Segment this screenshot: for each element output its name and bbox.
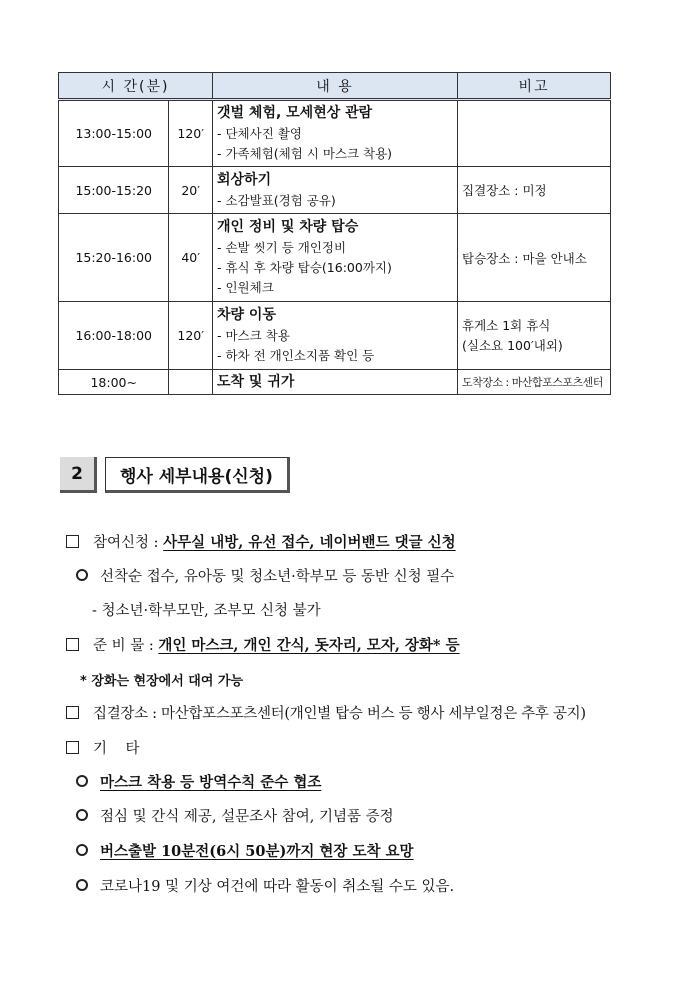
row-time: 16:00-18:00 <box>59 302 169 370</box>
circle-bullet-icon <box>76 809 88 821</box>
row-content <box>213 370 458 395</box>
row-time: 15:00-15:20 <box>59 167 169 214</box>
row-note: 탑승장소 : 마을 안내소 <box>458 214 611 302</box>
row-item: - 마스크 착용 <box>217 328 290 343</box>
detail-bullet <box>76 565 454 586</box>
detail-bullet <box>76 840 414 861</box>
detail-meeting <box>66 702 586 723</box>
detail-bullet <box>76 805 394 826</box>
circle-bullet-icon <box>76 569 88 581</box>
row-content <box>213 100 458 167</box>
table-header-row <box>59 73 611 100</box>
checkbox-square-icon <box>66 706 79 719</box>
detail-value: 사무실 내방, 유선 접수, 네이버밴드 댓글 신청 <box>163 534 456 551</box>
detail-label: 준 비 물 : <box>93 638 159 654</box>
row-note-line: 휴게소 1회 휴식 <box>462 317 551 333</box>
detail-etc <box>66 737 139 758</box>
detail-text: 버스출발 10분전(6시 50분)까지 현장 도착 요망 <box>100 843 414 860</box>
header-time: 시 간(분) <box>59 73 213 100</box>
row-content <box>213 214 458 302</box>
row-minutes: 120′ <box>169 302 213 370</box>
detail-sub: - 청소년·학부모만, 조부모 신청 불가 <box>92 603 321 619</box>
circle-bullet-icon <box>76 879 88 891</box>
detail-bullet <box>76 771 321 792</box>
table-row <box>59 167 611 214</box>
row-item: - 휴식 후 차량 탑승(16:00까지) <box>217 260 392 275</box>
row-minutes: 40′ <box>169 214 213 302</box>
detail-label: 참여신청 : <box>93 535 164 551</box>
row-minutes <box>169 370 213 395</box>
row-item: - 하차 전 개인소지품 확인 등 <box>217 348 375 363</box>
row-time: 13:00-15:00 <box>59 100 169 167</box>
detail-text: 코로나19 및 기상 여건에 따라 활동이 취소될 수도 있음. <box>100 879 455 895</box>
row-title: 차량 이동 <box>217 307 276 323</box>
schedule-table <box>58 72 611 395</box>
row-item: - 소감발표(경험 공유) <box>217 192 336 208</box>
section-number: 2 <box>60 457 97 493</box>
row-note: 도착장소 : 마산합포스포츠센터 <box>458 370 611 395</box>
detail-text: 마스크 착용 등 방역수칙 준수 협조 <box>100 774 322 791</box>
row-note: 집결장소 : 미정 <box>458 167 611 214</box>
circle-bullet-icon <box>76 844 88 856</box>
row-title: 갯벌 체험, 모세현상 관람 <box>217 105 373 121</box>
row-item: - 손발 씻기 등 개인정비 <box>217 240 347 255</box>
table-row <box>59 302 611 370</box>
checkbox-square-icon <box>66 741 79 754</box>
row-title: 도착 및 귀가 <box>217 373 295 390</box>
table-row <box>59 370 611 395</box>
detail-text: 집결장소 : 마산합포스포츠센터(개인별 탑승 버스 등 행사 세부일정은 추후 공지) <box>93 706 586 722</box>
row-title: 회상하기 <box>217 171 272 188</box>
header-content: 내 용 <box>213 73 458 100</box>
checkbox-square-icon <box>66 638 79 651</box>
row-note-line: (실소요 100′내외) <box>462 337 563 353</box>
detail-text: 선착순 접수, 유아동 및 청소년·학부모 등 동반 신청 필수 <box>100 569 455 585</box>
row-note <box>458 302 611 370</box>
section-heading <box>60 457 290 493</box>
row-title: 개인 정비 및 차량 탑승 <box>217 219 359 235</box>
detail-value: 개인 마스크, 개인 간식, 돗자리, 모자, 장화* 등 <box>158 637 460 654</box>
table-row <box>59 100 611 167</box>
row-time: 18:00~ <box>59 370 169 395</box>
detail-text: 점심 및 간식 제공, 설문조사 참여, 기념품 증정 <box>100 809 394 825</box>
detail-note: * 장화는 현장에서 대여 가능 <box>80 674 244 689</box>
row-item: - 가족체험(체험 시 마스크 착용) <box>217 146 393 161</box>
detail-bullet <box>76 875 454 896</box>
row-note <box>458 100 611 167</box>
detail-text: 기 타 <box>93 741 140 757</box>
row-content <box>213 167 458 214</box>
row-content <box>213 302 458 370</box>
table-row <box>59 214 611 302</box>
header-note: 비고 <box>458 73 611 100</box>
row-item: - 인원체크 <box>217 280 274 295</box>
row-time: 15:20-16:00 <box>59 214 169 302</box>
detail-signup <box>66 531 456 552</box>
row-item: - 단체사진 촬영 <box>217 126 302 141</box>
section-title: 행사 세부내용(신청) <box>105 457 290 493</box>
circle-bullet-icon <box>76 775 88 787</box>
checkbox-square-icon <box>66 535 79 548</box>
row-minutes: 120′ <box>169 100 213 167</box>
detail-supplies <box>66 634 460 655</box>
row-minutes: 20′ <box>169 167 213 214</box>
